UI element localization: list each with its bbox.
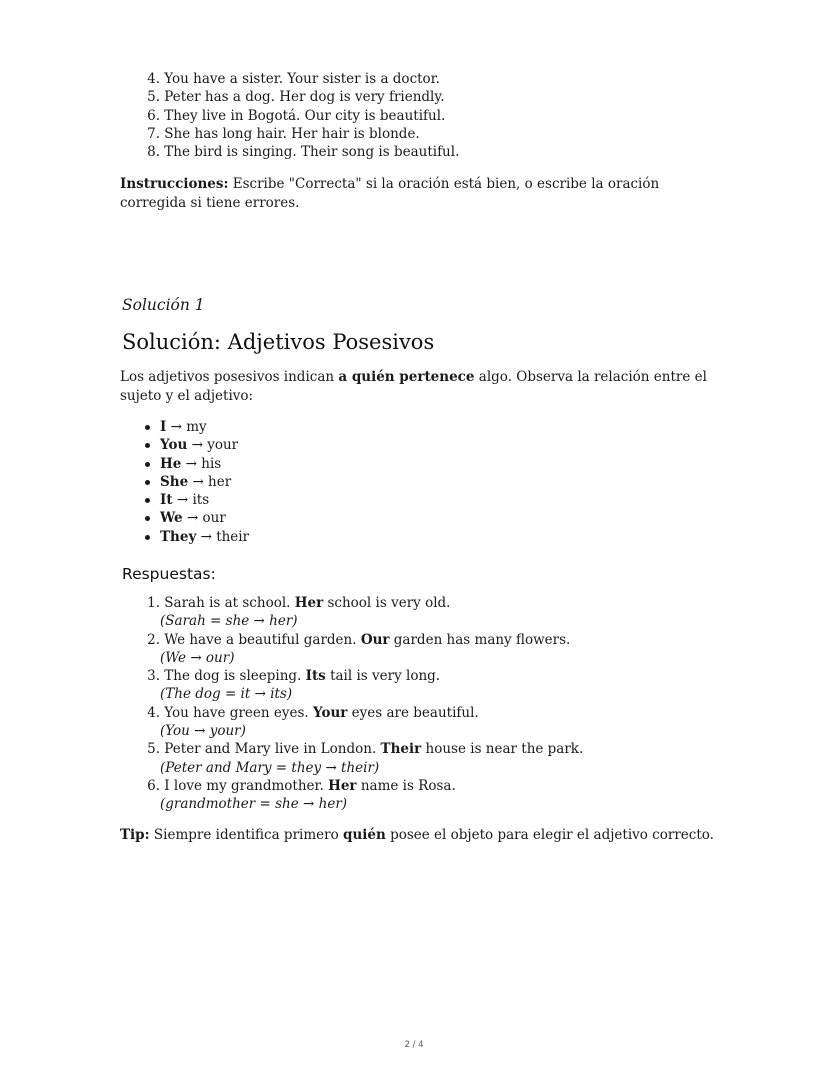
list-item: You → your	[140, 436, 249, 454]
answer-note: (Peter and Mary = they → their)	[160, 759, 380, 776]
intro-paragraph: Los adjetivos posesivos indican a quién pertenece algo. Observa la relación entre el sujeto y el adjetivo:	[120, 369, 707, 404]
instructions-label: Instrucciones:	[120, 176, 229, 192]
solution-title: Solución: Adjetivos Posesivos	[122, 330, 435, 354]
list-item: 6. I love my grandmother. Her name is Rosa. (grandmother = she → her)	[120, 777, 740, 814]
answer-note: (We → our)	[160, 649, 235, 666]
pronoun-list	[140, 418, 249, 546]
list-item: 3. The dog is sleeping. Its tail is very long. (The dog = it → its)	[120, 667, 740, 704]
list-item: 2. We have a beautiful garden. Our garden has many flowers. (We → our)	[120, 631, 740, 668]
list-item: I → my	[140, 418, 249, 436]
instructions-paragraph: Instrucciones: Escribe "Correcta" si la oración está bien, o escribe la oración corregida si tiene errores.	[120, 176, 660, 211]
tip-label: Tip:	[120, 827, 150, 843]
list-item: It → its	[140, 491, 249, 509]
list-item: They → their	[140, 528, 249, 546]
list-item: She → her	[140, 473, 249, 491]
exercise-list	[120, 70, 720, 161]
list-item: 8. The bird is singing. Their song is beautiful.	[147, 144, 460, 161]
page-number: 2 / 4	[404, 1040, 424, 1050]
answer-note: (The dog = it → its)	[160, 686, 293, 703]
list-item: 4. You have a sister. Your sister is a doctor.	[147, 71, 440, 87]
answers-list	[120, 594, 740, 814]
answer-note: (You → your)	[160, 723, 246, 740]
answers-heading: Respuestas:	[122, 565, 216, 583]
list-item: 4. You have green eyes. Your eyes are beautiful. (You → your)	[120, 704, 740, 741]
list-item: 5. Peter and Mary live in London. Their house is near the park. (Peter and Mary = they → their)	[120, 740, 740, 777]
list-item: We → our	[140, 509, 249, 527]
tip-paragraph: Tip: Siempre identifica primero quién posee el objeto para elegir el adjetivo correcto.	[120, 827, 714, 843]
list-item: 5. Peter has a dog. Her dog is very friendly.	[147, 89, 445, 106]
answer-note: (Sarah = she → her)	[160, 613, 298, 630]
list-item: He → his	[140, 455, 249, 473]
list-item: 1. Sarah is at school. Her school is very old. (Sarah = she → her)	[120, 594, 740, 631]
list-item: 6. They live in Bogotá. Our city is beautiful.	[147, 107, 446, 124]
list-item: 7. She has long hair. Her hair is blonde.	[147, 125, 420, 142]
answer-note: (grandmother = she → her)	[160, 796, 348, 813]
solution-label: Solución 1	[122, 296, 205, 314]
